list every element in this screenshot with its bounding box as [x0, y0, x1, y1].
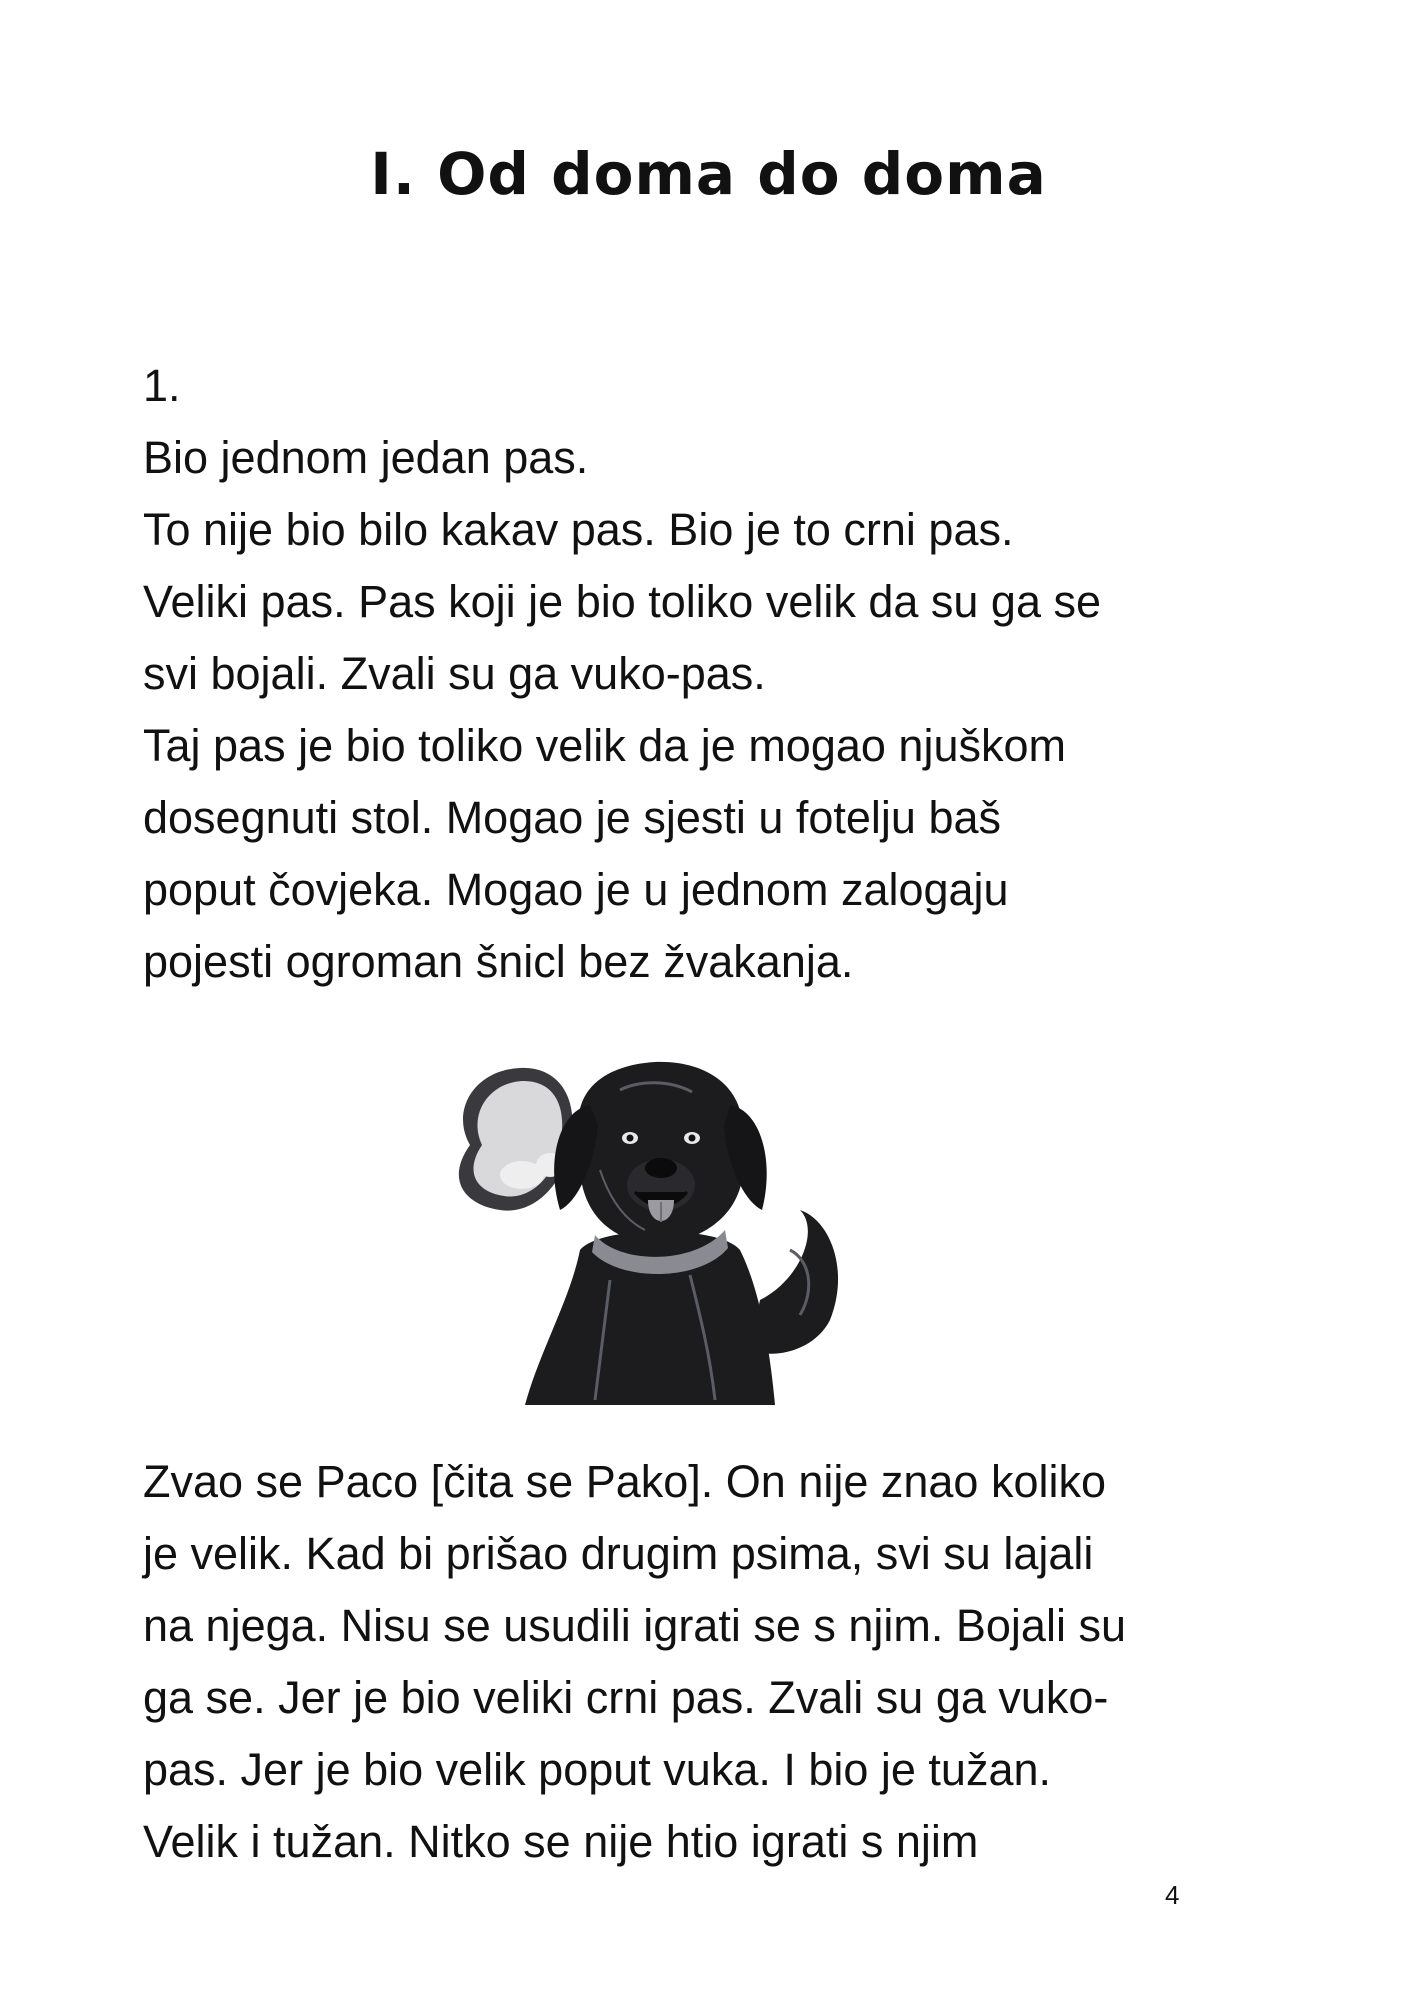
text-line: Taj pas je bio toliko velik da je mogao njuškom: [143, 720, 1066, 771]
text-line: ga se. Jer je bio veliki crni pas. Zvali su ga vuko-: [143, 1672, 1109, 1723]
text-line: pojesti ogroman šnicl bez žvakanja.: [143, 936, 854, 987]
text-line: poput čovjeka. Mogao je u jednom zalogaju: [143, 864, 1009, 915]
text-line: pas. Jer je bio velik poput vuka. I bio je tužan.: [143, 1744, 1052, 1795]
story-paragraph-1: [143, 350, 1303, 998]
text-line: je velik. Kad bi prišao drugim psima, svi su lajali: [143, 1528, 1094, 1579]
black-dog-with-steak-illustration: [430, 1050, 900, 1410]
story-paragraph-2: [143, 1446, 1303, 1878]
chapter-title: I. Od doma do doma: [370, 140, 1047, 208]
text-line: na njega. Nisu se usudili igrati se s njim. Bojali su: [143, 1600, 1126, 1651]
text-line: Bio jednom jedan pas.: [143, 432, 589, 483]
text-line: svi bojali. Zvali su ga vuko-pas.: [143, 648, 766, 699]
text-line: Veliki pas. Pas koji je bio toliko velik da su ga se: [143, 576, 1102, 627]
text-line: Velik i tužan. Nitko se nije htio igrati s njim: [143, 1816, 979, 1867]
text-line: Zvao se Paco [čita se Pako]. On nije znao koliko: [143, 1456, 1106, 1507]
section-number: 1.: [143, 360, 181, 411]
text-line: dosegnuti stol. Mogao je sjesti u fotelju baš: [143, 792, 1002, 843]
text-line: To nije bio bilo kakav pas. Bio je to crni pas.: [143, 504, 1014, 555]
page-number: 4: [1165, 1880, 1180, 1910]
